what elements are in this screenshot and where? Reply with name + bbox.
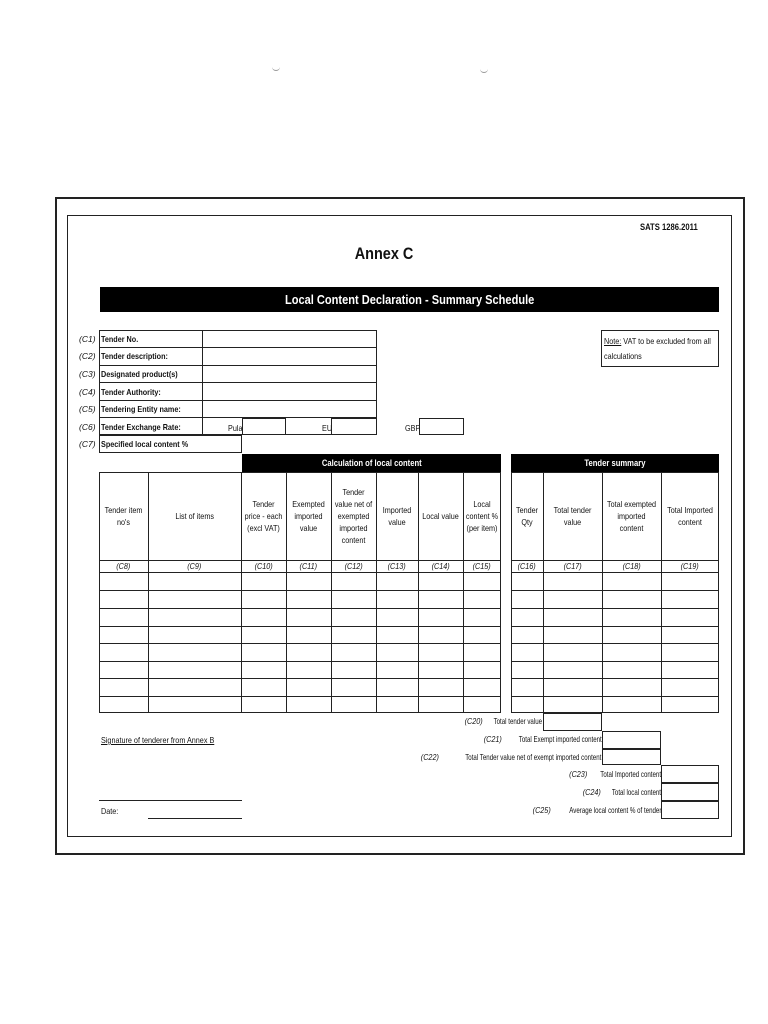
- field-label: Tender No.: [101, 334, 139, 344]
- total-net-box[interactable]: [602, 749, 661, 765]
- signature-field[interactable]: [99, 786, 242, 800]
- field-label: Specified local content %: [101, 439, 189, 449]
- pula-rate-input[interactable]: [242, 418, 286, 435]
- col-header-item-no: Tender item no's: [104, 505, 143, 527]
- tender-description-input[interactable]: [203, 348, 376, 364]
- col-code: (C19): [680, 561, 700, 571]
- total-local-box[interactable]: [661, 783, 719, 801]
- signature-line: [99, 800, 242, 801]
- field-code: (C4): [79, 387, 96, 397]
- col-header-local-content-pct: Local content % (per item): [465, 499, 499, 533]
- total-label-c23: (C23) Total Imported content: [569, 769, 661, 779]
- signature-label: Signature of tenderer from Annex B: [101, 735, 215, 745]
- col-header-total-imported: Total Imported content: [667, 505, 713, 527]
- col-code: (C13): [387, 561, 407, 571]
- vat-note: Note: VAT to be excluded from all calculations: [601, 330, 719, 367]
- field-code: (C5): [79, 404, 96, 414]
- col-header-list-items: List of items: [175, 511, 214, 521]
- col-header-exempted-imported: Exempted imported value: [292, 499, 325, 533]
- gbp-label: GBP: [405, 423, 421, 433]
- designated-products-input[interactable]: [203, 366, 376, 381]
- tendering-entity-input[interactable]: [203, 401, 376, 416]
- field-code: (C2): [79, 351, 96, 361]
- col-header-imported-value: Imported value: [382, 505, 412, 527]
- col-code: (C14): [431, 561, 450, 571]
- total-label-c20: (C20) Total tender value: [464, 716, 542, 726]
- scan-mark: [272, 64, 280, 71]
- tender-no-input[interactable]: [203, 331, 376, 346]
- col-code: (C16): [517, 561, 537, 571]
- pula-label: Pula: [228, 423, 243, 433]
- col-code: (C12): [344, 561, 363, 571]
- col-code: (C10): [254, 561, 273, 571]
- summary-header: Tender summary: [511, 454, 719, 472]
- gbp-rate-input[interactable]: [419, 418, 464, 435]
- col-header-total-exempted: Total exempted imported content: [606, 499, 657, 533]
- eu-rate-input[interactable]: [331, 418, 377, 435]
- field-code: (C6): [79, 422, 96, 432]
- field-code: (C3): [79, 369, 96, 379]
- page-title: Annex C: [354, 244, 414, 263]
- total-label-c25: (C25) Average local content % of tender: [532, 805, 661, 815]
- standard-reference: SATS 1286.2011: [640, 222, 698, 232]
- calc-table-body[interactable]: [99, 572, 501, 713]
- col-code: (C17): [563, 561, 582, 571]
- total-label-c21: (C21) Total Exempt imported content: [483, 734, 601, 744]
- field-label: Tender Exchange Rate:: [101, 422, 181, 432]
- field-code: (C7): [79, 439, 96, 449]
- tender-authority-input[interactable]: [203, 383, 376, 399]
- total-exempt-box[interactable]: [602, 731, 661, 749]
- col-code: (C8): [116, 561, 131, 571]
- col-header-tender-price: Tender price - each (excl VAT): [244, 499, 283, 533]
- average-local-content-box[interactable]: [661, 801, 719, 819]
- total-tender-value-box[interactable]: [543, 713, 602, 731]
- date-label: Date:: [101, 806, 119, 816]
- calc-header: Calculation of local content: [242, 454, 501, 472]
- field-label: Tender description:: [101, 351, 168, 361]
- summary-table-body[interactable]: [511, 572, 719, 713]
- field-label: Designated product(s): [101, 369, 178, 379]
- local-content-input[interactable]: [203, 436, 241, 452]
- total-imported-box[interactable]: [661, 765, 719, 783]
- col-header-tender-value-net: Tender value net of exempted imported content: [334, 487, 373, 545]
- col-header-local-value: Local value: [422, 511, 459, 521]
- field-label: Tendering Entity name:: [101, 404, 181, 414]
- date-line: [148, 818, 242, 819]
- total-label-c24: (C24) Total local content: [583, 787, 661, 797]
- date-field[interactable]: [148, 804, 242, 818]
- col-code: (C15): [472, 561, 492, 571]
- total-label-c22: (C22) Total Tender value net of exempt imported content: [420, 752, 601, 762]
- scan-mark: [480, 66, 488, 73]
- field-label: Tender Authority:: [101, 387, 161, 397]
- field-code: (C1): [79, 334, 96, 344]
- col-code: (C18): [622, 561, 641, 571]
- col-code: (C11): [299, 561, 318, 571]
- col-code: (C9): [187, 561, 202, 571]
- eu-label: EU: [322, 423, 333, 433]
- col-header-total-tender-value: Total tender value: [553, 505, 592, 527]
- section-banner: Local Content Declaration - Summary Schedule: [100, 287, 719, 312]
- col-header-tender-qty: Tender Qty: [515, 505, 539, 527]
